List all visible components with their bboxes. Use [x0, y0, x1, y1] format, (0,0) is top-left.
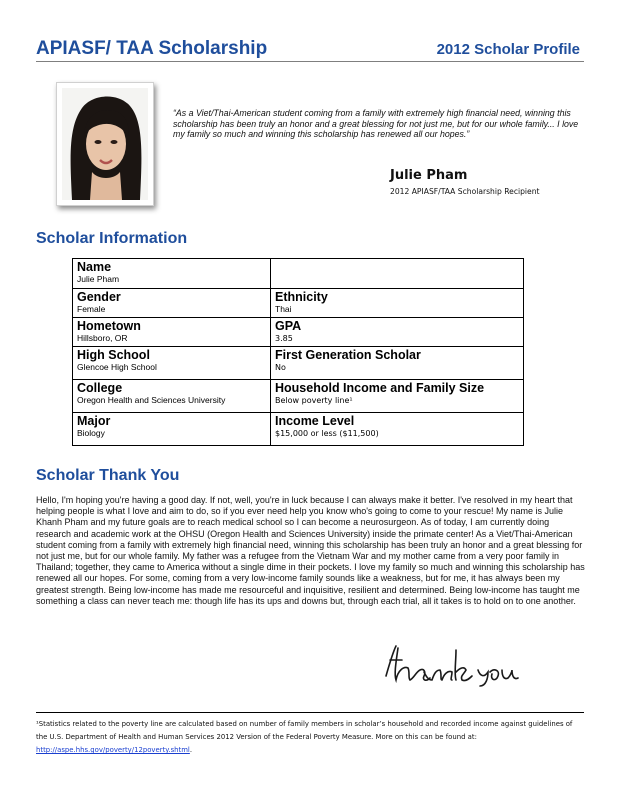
field-value: Julie Pham: [77, 274, 120, 284]
field-label: Income Level: [275, 414, 355, 428]
field-value: 3.85: [275, 334, 293, 343]
table-row: [73, 380, 524, 413]
scholar-photo-frame: [56, 82, 154, 206]
table-row: [73, 413, 524, 446]
scholar-quote: “As a Viet/Thai-American student coming from a family with extremely high financial need, winning this scholarship has been truly an honor and a great blessing for not just me, but for our whole family... I love my family so much and winning this scholarship has renewed all our hopes.”: [173, 108, 579, 140]
table-cell: [73, 413, 271, 446]
field-label: College: [77, 381, 123, 395]
field-value: Glencoe High School: [77, 362, 157, 372]
table-row: [73, 318, 524, 347]
field-label: Major: [77, 414, 111, 428]
scholar-thank-you-heading: Scholar Thank You: [36, 467, 180, 484]
recipient-subtitle: 2012 APIASF/TAA Scholarship Recipient: [390, 187, 540, 196]
field-label: Ethnicity: [275, 290, 328, 304]
field-label: GPA: [275, 319, 302, 333]
scholar-info-table: [72, 258, 524, 446]
table-cell: [271, 380, 524, 413]
scholarship-title: APIASF/ TAA Scholarship: [36, 38, 268, 59]
footnote-divider: [36, 712, 584, 713]
table-row: [73, 347, 524, 380]
scholar-photo: [62, 88, 148, 200]
field-label: Hometown: [77, 319, 141, 333]
field-value: Thai: [275, 304, 292, 314]
scholar-information-heading: Scholar Information: [36, 230, 188, 247]
table-cell: [271, 259, 524, 289]
table-cell: [271, 413, 524, 446]
table-cell: [73, 259, 271, 289]
table-cell: [271, 318, 524, 347]
footnote-end: .: [189, 746, 193, 754]
field-label: Gender: [77, 290, 121, 304]
field-value: Biology: [77, 428, 105, 438]
footnote-text: ¹Statistics related to the poverty line are calculated based on number of family members in scholar’s household and recorded income against guidelines of the U.S. Department of Health and Human Services 2012 Version of the Federal Poverty Measure. More on this can be found at:: [36, 720, 573, 741]
field-label: Household Income and Family Size: [275, 381, 485, 395]
table-cell: [73, 318, 271, 347]
field-value: Female: [77, 304, 106, 314]
table-cell: [73, 289, 271, 318]
profile-year-label: 2012 Scholar Profile: [436, 41, 580, 58]
table-cell: [73, 380, 271, 413]
field-value: Hillsboro, OR: [77, 333, 128, 343]
thank-you-signature: [380, 642, 530, 688]
poverty-line-footnote: [36, 718, 584, 757]
field-value: Oregon Health and Sciences University: [77, 395, 226, 405]
page-header: [36, 38, 584, 62]
table-cell: [271, 347, 524, 380]
table-row: [73, 259, 524, 289]
table-row: [73, 289, 524, 318]
thank-you-letter: Hello, I'm hoping you're having a good day. If not, well, you're in luck because I can always make it better. I've resolved in my heart that helping people is what I love and aim to do, so if you ever need help you know who's going to come to your rescue! My name is Julie Khanh Pham and my future goals are to reach medical school so I can become a neurosurgeon. As of today, I am currently doing research and academic work at the OHSU (Oregon Health and Sciences University) inside the primate center! As a Viet/Thai-American student coming from a family with extremely high financial need, winning this scholarship has been truly an honor and a great blessing for not just me, but for our whole family. My father was a refugee from the Vietnam War and my mother came from a very poor family in Thailand; together, they came to America without a single dime in their pockets. I love my family so much and winning this scholarship has renewed all our hopes. For some, coming from a very low-income family sounds like a weakness, but for me, it has always been my greatest strength. Being low-income has made me resourceful and inquisitive, resilient and determined. Being low-income has taught me something a class can never teach me: though life has its ups and downs but, through each trial, all it takes is to hold on to one another.: [36, 495, 585, 606]
field-label: Name: [77, 260, 112, 274]
hhs-poverty-link[interactable]: http://aspe.hhs.gov/poverty/12poverty.shtml: [36, 746, 190, 754]
scholar-portrait-image: [62, 88, 148, 200]
field-label: First Generation Scholar: [275, 348, 421, 362]
field-value: No: [275, 363, 286, 372]
table-cell: [271, 289, 524, 318]
field-label: High School: [77, 348, 150, 362]
table-cell: [73, 347, 271, 380]
field-value: Below poverty line¹: [275, 396, 353, 405]
field-value: $15,000 or less ($11,500): [275, 429, 379, 438]
recipient-name: Julie Pham: [390, 168, 468, 183]
